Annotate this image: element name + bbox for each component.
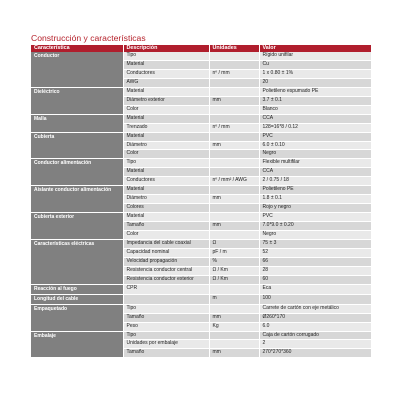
table-row bbox=[31, 240, 371, 249]
value-cell: Ø260*170 bbox=[259, 313, 371, 322]
description-cell: Impedancia del cable coaxial bbox=[123, 240, 209, 249]
value-cell: Polietileno PE bbox=[259, 186, 371, 195]
section-label: Malla bbox=[31, 114, 123, 132]
section-label: Conductor alimentación bbox=[31, 159, 123, 186]
value-cell: Eca bbox=[259, 284, 371, 294]
units-cell bbox=[209, 159, 259, 168]
value-cell: Caja de cartón corrugado bbox=[259, 331, 371, 340]
value-cell: Flexible multifilar bbox=[259, 159, 371, 168]
table-row bbox=[31, 213, 371, 222]
description-cell: Tipo bbox=[123, 331, 209, 340]
description-cell: Tamaño bbox=[123, 222, 209, 231]
value-cell: 2 bbox=[259, 340, 371, 349]
value-cell: 66 bbox=[259, 257, 371, 266]
section-label: Longitud del cable bbox=[31, 294, 123, 304]
description-cell: Colores bbox=[123, 204, 209, 213]
description-cell: Velocidad propagación bbox=[123, 257, 209, 266]
table-body bbox=[31, 52, 371, 358]
header-valor: Valor bbox=[259, 45, 371, 52]
description-cell: Peso bbox=[123, 322, 209, 331]
value-cell: Blanco bbox=[259, 105, 371, 114]
description-cell: Material bbox=[123, 132, 209, 141]
units-cell bbox=[209, 87, 259, 96]
units-cell: mm bbox=[209, 195, 259, 204]
value-cell: Negro bbox=[259, 231, 371, 240]
description-cell: Unidades por embalaje bbox=[123, 340, 209, 349]
value-cell: 7.0*9.0 ± 0.20 bbox=[259, 222, 371, 231]
description-cell: Tamaño bbox=[123, 313, 209, 322]
description-cell: Material bbox=[123, 168, 209, 177]
value-cell: Polietileno espumado PE bbox=[259, 87, 371, 96]
value-cell: 52 bbox=[259, 248, 371, 257]
units-cell: % bbox=[209, 257, 259, 266]
value-cell: Carrete de cartón con eje metálico bbox=[259, 304, 371, 313]
section-label: Conductor bbox=[31, 52, 123, 87]
table-row bbox=[31, 87, 371, 96]
description-cell: Diámetro exterior bbox=[123, 96, 209, 105]
header-caracteristica: Característica bbox=[31, 45, 123, 52]
description-cell: Tamaño bbox=[123, 349, 209, 358]
units-cell bbox=[209, 340, 259, 349]
units-cell bbox=[209, 132, 259, 141]
description-cell: Conductores bbox=[123, 177, 209, 186]
units-cell: mm bbox=[209, 349, 259, 358]
units-cell: Ω / Km bbox=[209, 275, 259, 284]
description-cell: Tipo bbox=[123, 159, 209, 168]
description-cell: Resistencia conductor exterior bbox=[123, 275, 209, 284]
units-cell: nº / mm bbox=[209, 123, 259, 132]
value-cell: 6.0 bbox=[259, 322, 371, 331]
section-label: Cubierta exterior bbox=[31, 213, 123, 240]
table-row bbox=[31, 331, 371, 340]
description-cell: Material bbox=[123, 114, 209, 123]
description-cell: Material bbox=[123, 87, 209, 96]
section-label: Embalaje bbox=[31, 331, 123, 358]
value-cell: 128=16*8 / 0.12 bbox=[259, 123, 371, 132]
table-row bbox=[31, 132, 371, 141]
description-cell: AWG bbox=[123, 78, 209, 87]
value-cell: Cu bbox=[259, 60, 371, 69]
value-cell: 75 ± 3 bbox=[259, 240, 371, 249]
section-label: Cubierta bbox=[31, 132, 123, 159]
units-cell bbox=[209, 204, 259, 213]
units-cell bbox=[209, 186, 259, 195]
spec-panel bbox=[31, 33, 371, 358]
units-cell bbox=[209, 150, 259, 159]
value-cell: 100 bbox=[259, 294, 371, 304]
units-cell: nº / mm² / AWG bbox=[209, 177, 259, 186]
section-label: Empaquetado bbox=[31, 304, 123, 331]
table-row bbox=[31, 186, 371, 195]
description-cell: CPR bbox=[123, 284, 209, 294]
units-cell: nº / mm bbox=[209, 69, 259, 78]
units-cell: Ω bbox=[209, 240, 259, 249]
value-cell: Negro bbox=[259, 150, 371, 159]
units-cell: mm bbox=[209, 141, 259, 150]
header-unidades: Unidades bbox=[209, 45, 259, 52]
units-cell: m bbox=[209, 294, 259, 304]
description-cell: Material bbox=[123, 186, 209, 195]
section-label: Dieléctrico bbox=[31, 87, 123, 114]
description-cell: Capacidad nominal bbox=[123, 248, 209, 257]
description-cell: Conductores bbox=[123, 69, 209, 78]
table-header-row bbox=[31, 45, 371, 52]
value-cell: Rojo y negro bbox=[259, 204, 371, 213]
description-cell bbox=[123, 294, 209, 304]
value-cell: 1.8 ± 0.1 bbox=[259, 195, 371, 204]
description-cell: Diámetro bbox=[123, 141, 209, 150]
table-row bbox=[31, 52, 371, 60]
value-cell: CCA bbox=[259, 168, 371, 177]
units-cell bbox=[209, 52, 259, 60]
units-cell: mm bbox=[209, 96, 259, 105]
table-row bbox=[31, 294, 371, 304]
units-cell: Kg bbox=[209, 322, 259, 331]
table-row bbox=[31, 304, 371, 313]
value-cell: CCA bbox=[259, 114, 371, 123]
description-cell: Resistencia conductor central bbox=[123, 266, 209, 275]
units-cell bbox=[209, 168, 259, 177]
spec-table bbox=[31, 45, 372, 358]
description-cell: Trenzado bbox=[123, 123, 209, 132]
page-title: Construcción y características bbox=[31, 33, 146, 43]
table-row bbox=[31, 159, 371, 168]
value-cell: 2 / 0.75 / 18 bbox=[259, 177, 371, 186]
units-cell bbox=[209, 78, 259, 87]
units-cell bbox=[209, 331, 259, 340]
description-cell: Tipo bbox=[123, 304, 209, 313]
description-cell: Color bbox=[123, 105, 209, 114]
units-cell: Ω / Km bbox=[209, 266, 259, 275]
description-cell: Color bbox=[123, 150, 209, 159]
section-label: Reacción al fuego bbox=[31, 284, 123, 294]
value-cell: 60 bbox=[259, 275, 371, 284]
units-cell: mm bbox=[209, 222, 259, 231]
value-cell: PVC bbox=[259, 132, 371, 141]
units-cell: pF / m bbox=[209, 248, 259, 257]
units-cell bbox=[209, 213, 259, 222]
value-cell: 20 bbox=[259, 78, 371, 87]
table-row bbox=[31, 284, 371, 294]
description-cell: Material bbox=[123, 60, 209, 69]
section-label: Aislante conductor alimentación bbox=[31, 186, 123, 213]
description-cell: Tipo bbox=[123, 52, 209, 60]
value-cell: 6.0 ± 0.10 bbox=[259, 141, 371, 150]
value-cell: PVC bbox=[259, 213, 371, 222]
section-label: Características eléctricas bbox=[31, 240, 123, 285]
units-cell bbox=[209, 114, 259, 123]
value-cell: Rígido unifilar bbox=[259, 52, 371, 60]
units-cell bbox=[209, 231, 259, 240]
value-cell: 270*270*360 bbox=[259, 349, 371, 358]
units-cell bbox=[209, 304, 259, 313]
description-cell: Diámetro bbox=[123, 195, 209, 204]
table-row bbox=[31, 114, 371, 123]
description-cell: Color bbox=[123, 231, 209, 240]
value-cell: 3.7 ± 0.1 bbox=[259, 96, 371, 105]
units-cell: mm bbox=[209, 313, 259, 322]
units-cell bbox=[209, 60, 259, 69]
units-cell bbox=[209, 105, 259, 114]
value-cell: 28 bbox=[259, 266, 371, 275]
description-cell: Material bbox=[123, 213, 209, 222]
value-cell: 1 x 0.80 ± 1% bbox=[259, 69, 371, 78]
units-cell bbox=[209, 284, 259, 294]
header-descripcion: Descripción bbox=[123, 45, 209, 52]
